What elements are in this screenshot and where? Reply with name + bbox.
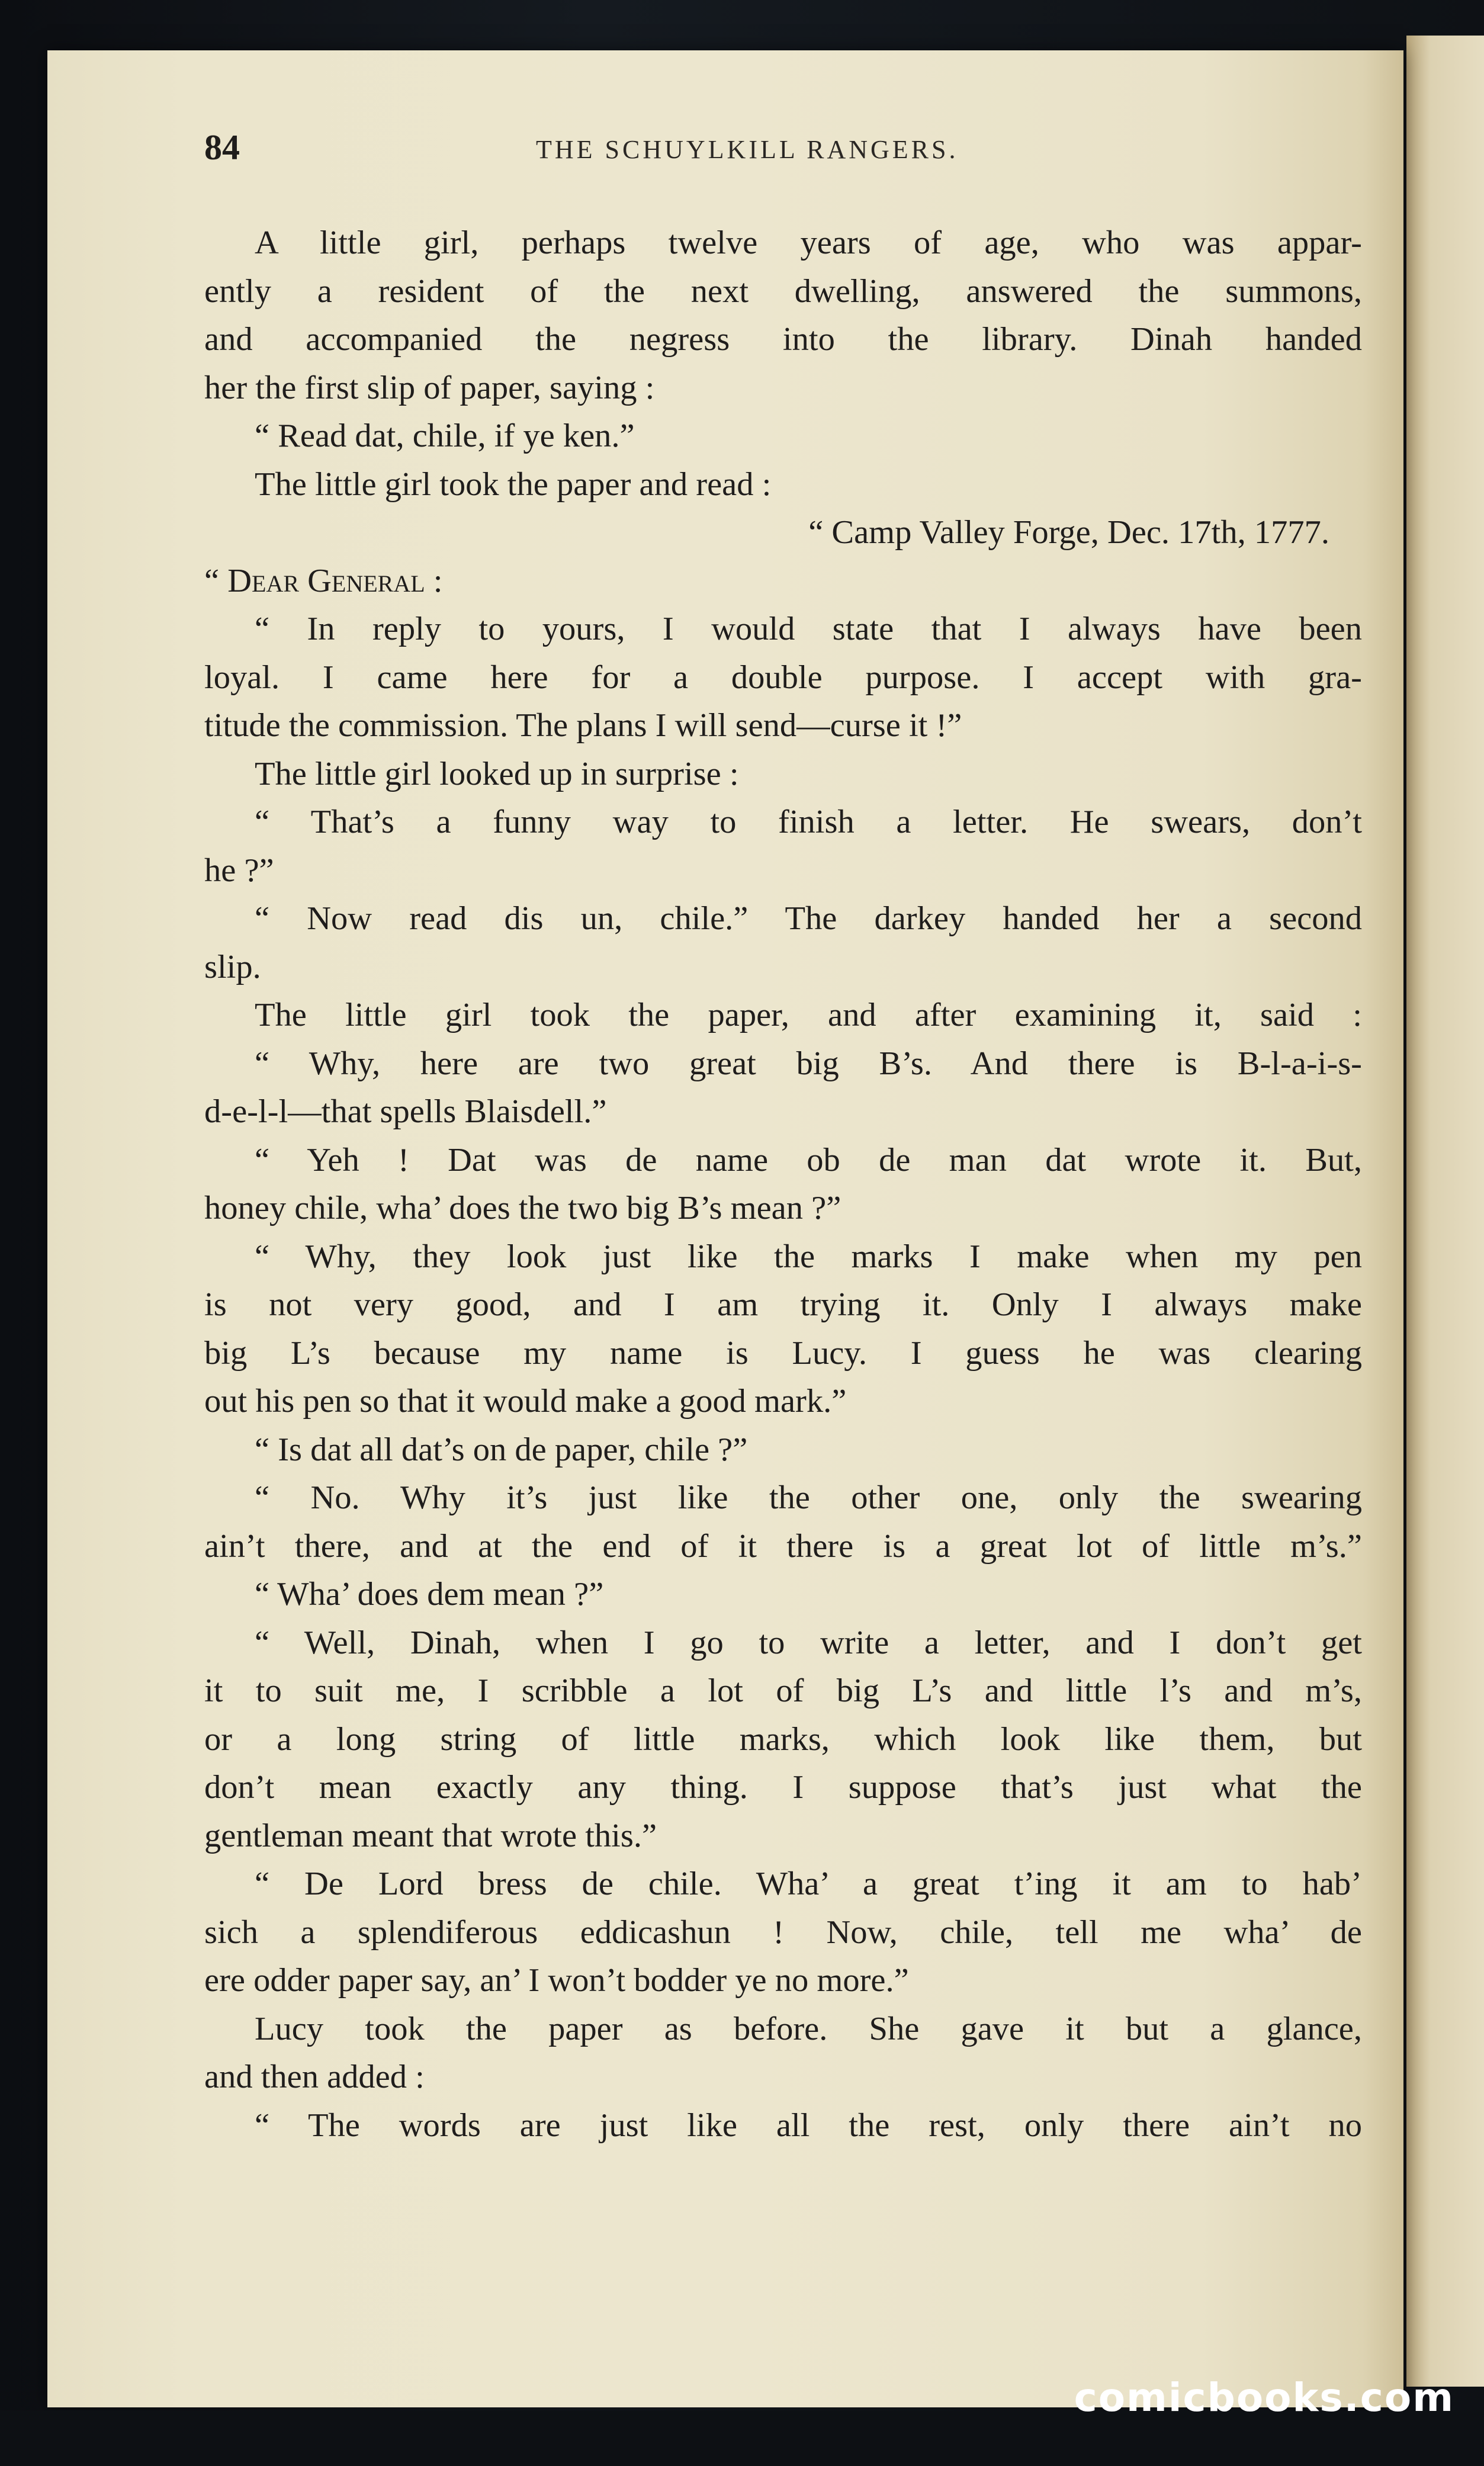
text-line: honey chile, wha’ does the two big B’s mean ?” <box>204 1190 841 1226</box>
text-line: sich a splendiferous eddicashun ! Now, chile, tell me wha’ de <box>204 1913 1362 1951</box>
text-line: or a long string of little marks, which look like them, but <box>204 1720 1362 1758</box>
text-line: “ Is dat all dat’s on de paper, chile ?” <box>255 1431 748 1468</box>
text-line: “ No. Why it’s just like the other one, only the swearing <box>255 1479 1362 1516</box>
facing-page-edge <box>1406 36 1484 2387</box>
text-line: “ In reply to yours, I would state that I always have been <box>255 611 1362 647</box>
text-line: her the first slip of paper, saying : <box>204 369 655 406</box>
text-line: gentleman meant that wrote this.” <box>204 1817 657 1854</box>
text-line: and then added : <box>204 2059 425 2095</box>
text-line: A little girl, perhaps twelve years of age, who was appar- <box>255 224 1362 261</box>
watermark-text: comicbooks.com <box>1074 2375 1454 2420</box>
body-text <box>204 219 1362 2150</box>
text-line: The little girl took the paper and read : <box>255 465 772 503</box>
text-line: “ Now read dis un, chile.” The darkey handed her a second <box>255 900 1362 937</box>
text-line: “ De Lord bress de chile. Wha’ a great t’ing it am to hab’ <box>255 1865 1362 1902</box>
text-line: The little girl took the paper, and after examining it, said : <box>255 997 1362 1033</box>
text-line: he ?” <box>204 852 274 889</box>
text-line: “ That’s a funny way to finish a letter. He swears, don’t <box>255 804 1362 840</box>
text-line: ently a resident of the next dwelling, answered the summons, <box>204 272 1362 310</box>
running-head: THE SCHUYLKILL RANGERS. <box>536 135 959 164</box>
text-line: “ The words are just like all the rest, only there ain’t no <box>255 2107 1362 2144</box>
text-line: “ Well, Dinah, when I go to write a letter, and I don’t get <box>255 1624 1362 1661</box>
text-line: loyal. I came here for a double purpose. I accept with gra- <box>204 659 1362 696</box>
salutation-line: “ Dear General : <box>204 562 443 599</box>
text-line: Lucy took the paper as before. She gave it but a glance, <box>255 2010 1362 2047</box>
text-line: “ Read dat, chile, if ye ken.” <box>255 418 635 454</box>
text-line: “ Camp Valley Forge, Dec. 17th, 1777. <box>808 514 1329 551</box>
text-line: out his pen so that it would make a good mark.” <box>204 1383 847 1420</box>
text-line: “ Yeh ! Dat was de name ob de man dat wrote it. But, <box>255 1141 1362 1179</box>
page-number: 84 <box>204 128 240 167</box>
text-line: “ Why, they look just like the marks I make when my pen <box>255 1238 1362 1275</box>
text-line: big L’s because my name is Lucy. I guess he was clearing <box>204 1334 1362 1372</box>
text-line: “ Wha’ does dem mean ?” <box>255 1576 604 1613</box>
text-line: ain’t there, and at the end of it there is a great lot of little m’s.” <box>204 1527 1362 1565</box>
text-line: d-e-l-l—that spells Blaisdell.” <box>204 1093 607 1130</box>
text-line: it to suit me, I scribble a lot of big L’s and little l’s and m’s, <box>204 1672 1362 1709</box>
text-line: ere odder paper say, an’ I won’t bodder ye no more.” <box>204 1962 909 1999</box>
text-line: don’t mean exactly any thing. I suppose that’s just what the <box>204 1769 1362 1806</box>
text-line: and accompanied the negress into the library. Dinah handed <box>204 321 1362 358</box>
text-line: “ Why, here are two great big B’s. And there is B-l-a-i-s- <box>255 1045 1362 1082</box>
text-line: The little girl looked up in surprise : <box>255 755 739 792</box>
text-line: titude the commission. The plans I will send—curse it !” <box>204 707 962 744</box>
page-header <box>204 127 1365 169</box>
text-line: slip. <box>204 948 261 985</box>
text-line: is not very good, and I am trying it. Only I always make <box>204 1286 1362 1323</box>
